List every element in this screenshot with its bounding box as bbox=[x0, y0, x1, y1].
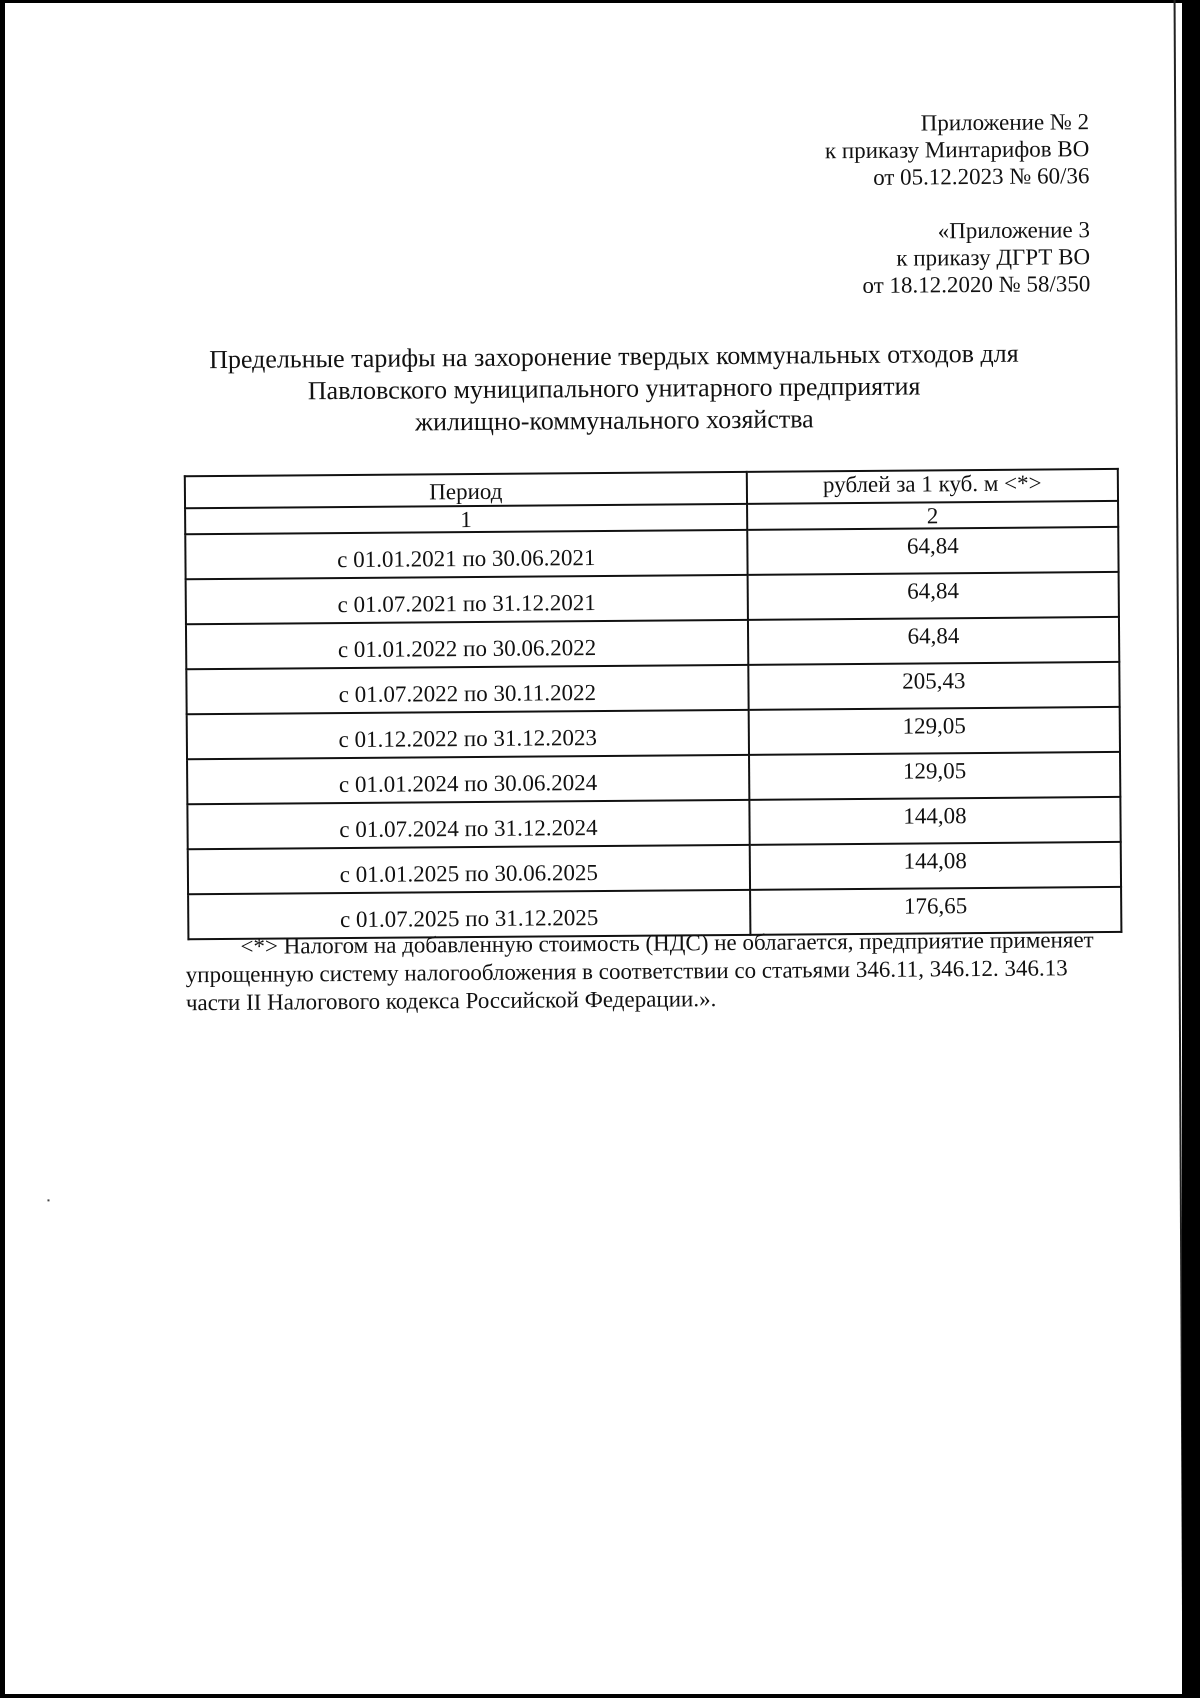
rate-cell: 176,65 bbox=[750, 887, 1122, 935]
table-row bbox=[187, 752, 1120, 804]
rate-cell: 144,08 bbox=[749, 842, 1121, 890]
period-cell: с 01.07.2022 по 30.11.2022 bbox=[186, 665, 748, 714]
rate-cell: 129,05 bbox=[748, 707, 1120, 755]
appendix-header-original bbox=[862, 216, 1090, 299]
period-cell: с 01.07.2021 по 31.12.2021 bbox=[186, 575, 748, 624]
appendix-order-date: от 18.12.2020 № 58/350 bbox=[862, 271, 1091, 298]
rate-cell: 64,84 bbox=[747, 527, 1119, 575]
period-cell: с 01.12.2022 по 31.12.2023 bbox=[187, 710, 749, 759]
period-cell: с 01.01.2024 по 30.06.2024 bbox=[187, 755, 749, 804]
period-cell: с 01.01.2021 по 30.06.2021 bbox=[185, 530, 747, 579]
title-line: Предельные тарифы на захоронение твердых коммунальных отходов для bbox=[209, 338, 1019, 375]
rate-cell: 144,08 bbox=[749, 797, 1121, 845]
period-cell: с 01.07.2025 по 31.12.2025 bbox=[188, 890, 750, 939]
appendix-header-new bbox=[825, 108, 1090, 191]
appendix-order-date: от 05.12.2023 № 60/36 bbox=[873, 163, 1090, 190]
table-row bbox=[186, 617, 1119, 669]
footnote-line: части II Налогового кодекса Российской Федерации.». bbox=[185, 986, 717, 1016]
tax-footnote bbox=[185, 926, 1116, 1017]
rate-cell: 64,84 bbox=[748, 617, 1120, 665]
rate-cell: 64,84 bbox=[747, 572, 1119, 620]
rate-cell: 205,43 bbox=[748, 662, 1120, 710]
footnote-line: <*> Налогом на добавленную стоимость (НДС) не облагается, предприятие применяет bbox=[240, 927, 1094, 959]
table-row bbox=[185, 527, 1118, 579]
table-row bbox=[188, 842, 1121, 894]
table-row bbox=[186, 662, 1119, 714]
appendix-order-ref: к приказу Минтарифов ВО bbox=[824, 136, 1090, 164]
appendix-number: «Приложение 3 bbox=[937, 217, 1090, 244]
footnote-line: упрощенную систему налогообложения в соответствии со статьями 346.11, 346.12. 346.13 bbox=[185, 955, 1068, 988]
column-number: 1 bbox=[185, 504, 747, 534]
title-line: жилищно-коммунального хозяйства bbox=[414, 404, 814, 437]
rate-cell: 129,05 bbox=[749, 752, 1121, 800]
period-cell: с 01.01.2025 по 30.06.2025 bbox=[188, 845, 750, 894]
table-row bbox=[186, 572, 1119, 624]
period-cell: с 01.07.2024 по 31.12.2024 bbox=[187, 800, 749, 849]
table-row bbox=[187, 797, 1120, 849]
tariff-table bbox=[184, 468, 1123, 940]
column-number: 2 bbox=[747, 501, 1118, 530]
period-cell: с 01.01.2022 по 30.06.2022 bbox=[186, 620, 748, 669]
appendix-number: Приложение № 2 bbox=[920, 109, 1090, 136]
column-header-rate: рублей за 1 куб. м <*> bbox=[747, 469, 1118, 504]
title-line: Павловского муниципального унитарного предприятия bbox=[307, 371, 921, 406]
scan-speck bbox=[47, 1199, 49, 1201]
document-title bbox=[149, 337, 1080, 440]
table-row bbox=[187, 707, 1120, 759]
appendix-order-ref: к приказу ДГРТ ВО bbox=[896, 244, 1091, 271]
column-header-period: Период bbox=[185, 472, 747, 508]
